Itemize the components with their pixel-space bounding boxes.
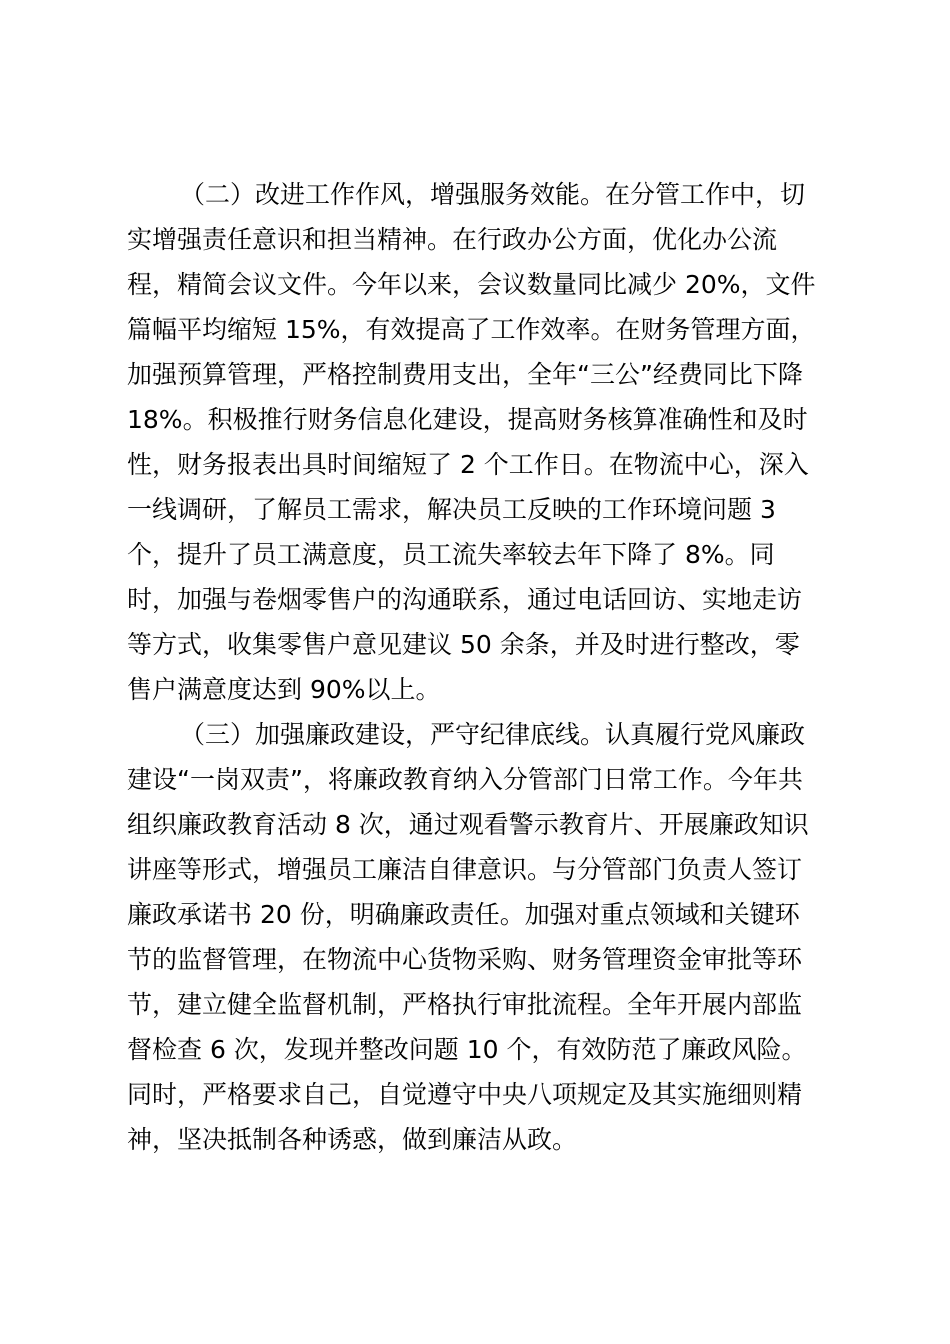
text-line: 讲座等形式，增强员工廉洁自律意识。与分管部门负责人签订 [127,855,803,884]
paragraph-section-two [127,172,827,712]
text-line: 时，加强与卷烟零售户的沟通联系，通过电话回访、实地走访 [127,585,803,614]
text-line: 同时，严格要求自己，自觉遵守中央八项规定及其实施细则精 [127,1080,803,1109]
text-line: 程，精简会议文件。今年以来，会议数量同比减少 20%，文件 [127,270,816,299]
text-line: 一线调研，了解员工需求，解决员工反映的工作环境问题 3 [127,495,776,524]
text-line: 廉政承诺书 20 份，明确廉政责任。加强对重点领域和关键环 [127,900,800,929]
document-body [127,172,827,1162]
text-line: 组织廉政教育活动 8 次，通过观看警示教育片、开展廉政知识 [127,810,809,839]
paragraph-section-three [127,712,827,1162]
text-line: 建设“一岗双责”，将廉政教育纳入分管部门日常工作。今年共 [127,765,803,794]
text-line: 等方式，收集零售户意见建议 50 余条，并及时进行整改，零 [127,630,800,659]
text-line: 性，财务报表出具时间缩短了 2 个工作日。在物流中心，深入 [127,450,809,479]
text-line: 售户满意度达到 90%以上。 [127,675,441,704]
text-line: 节，建立健全监督机制，严格执行审批流程。全年开展内部监 [127,990,803,1019]
text-line: 加强预算管理，严格控制费用支出，全年“三公”经费同比下降 [127,360,803,389]
text-line: 节的监督管理，在物流中心货物采购、财务管理资金审批等环 [127,945,803,974]
text-line: 实增强责任意识和担当精神。在行政办公方面，优化办公流 [127,225,778,254]
text-line: 篇幅平均缩短 15%，有效提高了工作效率。在财务管理方面， [127,315,816,344]
text-line: （三）加强廉政建设，严守纪律底线。认真履行党风廉政 [180,720,806,749]
text-line: 个，提升了员工满意度，员工流失率较去年下降了 8%。同 [127,540,775,569]
text-line: 督检查 6 次，发现并整改问题 10 个，有效防范了廉政风险。 [127,1035,807,1064]
text-line: 18%。积极推行财务信息化建设，提高财务核算准确性和及时 [127,405,808,434]
text-line: （二）改进工作作风，增强服务效能。在分管工作中，切 [180,180,806,209]
text-line: 神，坚决抵制各种诱惑，做到廉洁从政。 [127,1125,578,1154]
